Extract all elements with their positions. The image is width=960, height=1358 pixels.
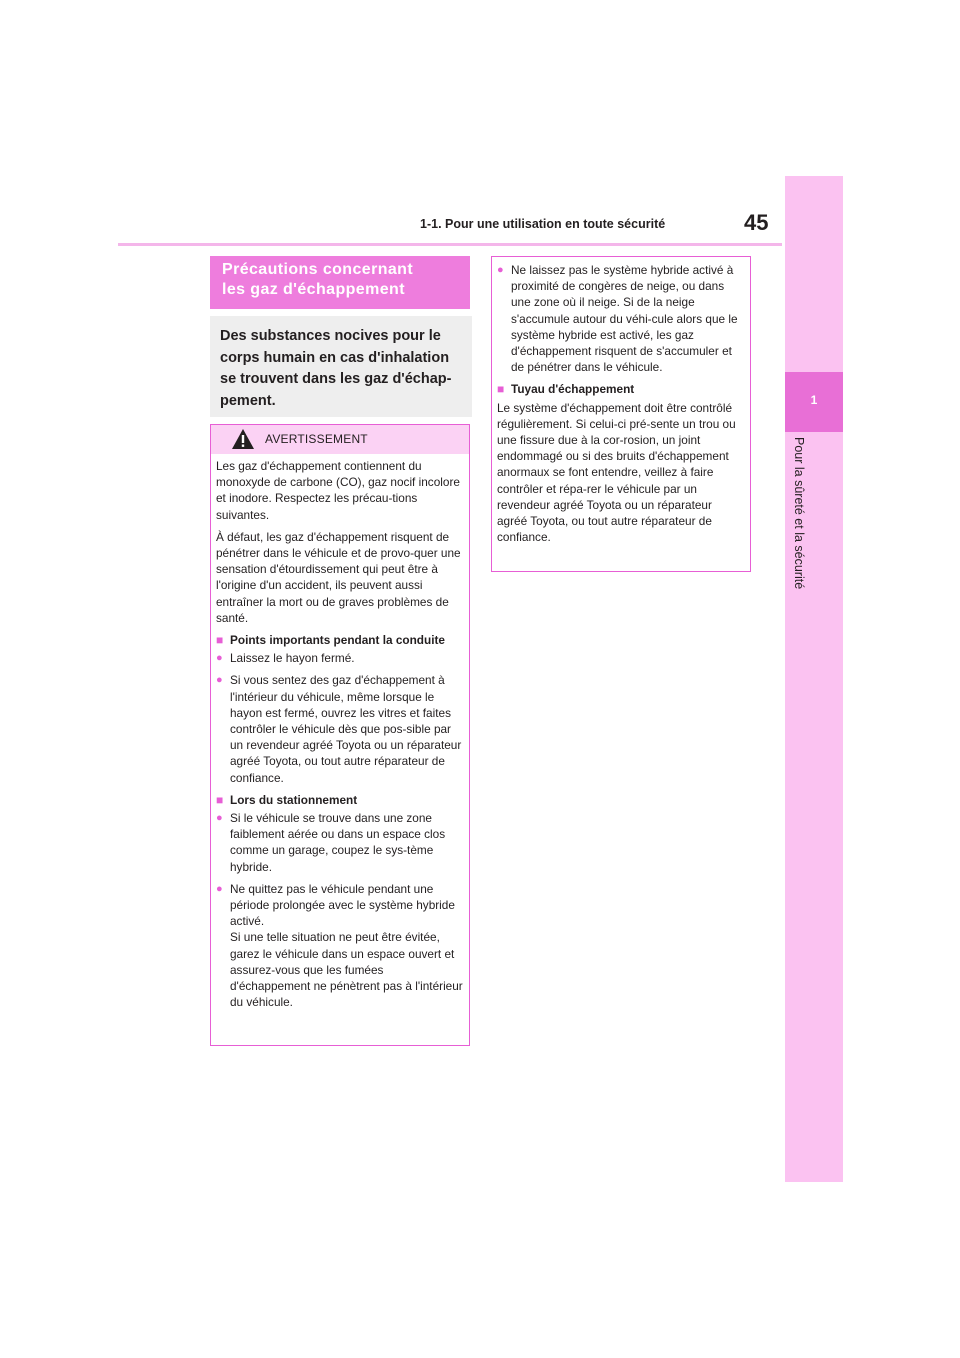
warning-box: [210, 424, 470, 1046]
section-heading-line: Précautions concernant: [222, 261, 414, 278]
list-item: ● Laissez le hayon fermé.: [216, 651, 355, 666]
warning-subheading: ■ Points importants pendant la conduite: [216, 633, 445, 648]
warning-triangle-icon: [231, 428, 255, 450]
running-header: 1-1. Pour une utilisation en toute sécurité: [420, 217, 666, 231]
warning-intro: À défaut, les gaz d'échappement risquent de pénétrer dans le véhicule et de provo-quer une sensation d'étourdissement qui peut être à l'origine d'un accident, ils peuvent aussi entraîner la mort ou de graves problèmes de santé.: [216, 529, 461, 625]
circle-bullet-icon: ●: [216, 652, 223, 665]
chapter-label: Pour la sûreté et la sécurité: [792, 437, 806, 590]
summary-line: pement.: [220, 392, 276, 409]
warning-box-continued: [491, 256, 751, 572]
list-item: ● Si le véhicule se trouve dans une zone faiblement aérée ou dans un espace clos comme un garage, coupez le sys-tème hybride.: [216, 811, 446, 874]
square-bullet-icon: ■: [216, 633, 224, 648]
square-bullet-icon: ■: [497, 382, 505, 397]
warning-content: [216, 458, 464, 1017]
warning-intro: Les gaz d'échappement contiennent du monoxyde de carbone (CO), gaz nocif incolore et inodore. Respectez les précau-tions suivantes.: [216, 459, 460, 522]
chapter-number: 1: [810, 393, 818, 407]
summary-line: Des substances nocives pour le: [220, 328, 441, 344]
circle-bullet-icon: ●: [216, 882, 223, 895]
header-rule: [118, 243, 782, 246]
circle-bullet-icon: ●: [216, 674, 223, 687]
section-heading: [210, 256, 470, 309]
list-item: ● Ne laissez pas le système hybride activé à proximité de congères de neige, ou dans une zone où il neige. Si de la neige s'accumule autour du véhi-cule alors que le système hybride est activé, les gaz d'échappement risquent de s'accumuler et de pénétrer dans le véhicule.: [497, 263, 738, 375]
warning-content: [497, 262, 745, 551]
square-bullet-icon: ■: [216, 792, 224, 807]
warning-subheading: ■ Tuyau d'échappement: [497, 382, 635, 397]
page-number: 45: [744, 210, 769, 235]
warning-title: AVERTISSEMENT: [265, 432, 368, 446]
summary-line: se trouvent dans les gaz d'échap-: [220, 371, 452, 387]
chapter-side-tab: [785, 176, 843, 1182]
warning-subheading: ■ Lors du stationnement: [216, 792, 358, 807]
section-summary: [210, 316, 472, 417]
section-heading-line: les gaz d'échappement: [222, 281, 405, 298]
list-item: ● Ne quittez pas le véhicule pendant une période prolongée avec le système hybride activé. Si une telle situation ne peut être évitée, garez le véhicule dans un espace ouvert et assurez-vous que les fumées d'échappement ne pénètrent pas à l'intérieur du véhicule.: [216, 881, 463, 1010]
circle-bullet-icon: ●: [497, 264, 504, 276]
list-item: ● Si vous sentez des gaz d'échappement à l'intérieur du véhicule, même lorsque le hayon est fermé, ouvrez les vitres et faites contrôler le véhicule dès que pos-sible par un revendeur agréé Toyota ou un réparateur agréé Toyota, ou tout autre réparateur de confiance.: [216, 673, 462, 785]
summary-line: corps humain en cas d'inhalation: [220, 349, 450, 366]
warning-header: [211, 425, 469, 454]
circle-bullet-icon: ●: [216, 812, 223, 825]
warning-paragraph: Le système d'échappement doit être contrôlé régulièrement. Si celui-ci pré-sente un trou ou une fissure due à la cor-rosion, un joint endommagé ou si des bruits d'échappement anormaux se font entendre, veillez à faire contrôler et répa-rer le véhicule par un revendeur agréé Toyota ou un réparateur agréé Toyota, ou tout autre réparateur de confiance.: [497, 400, 736, 545]
